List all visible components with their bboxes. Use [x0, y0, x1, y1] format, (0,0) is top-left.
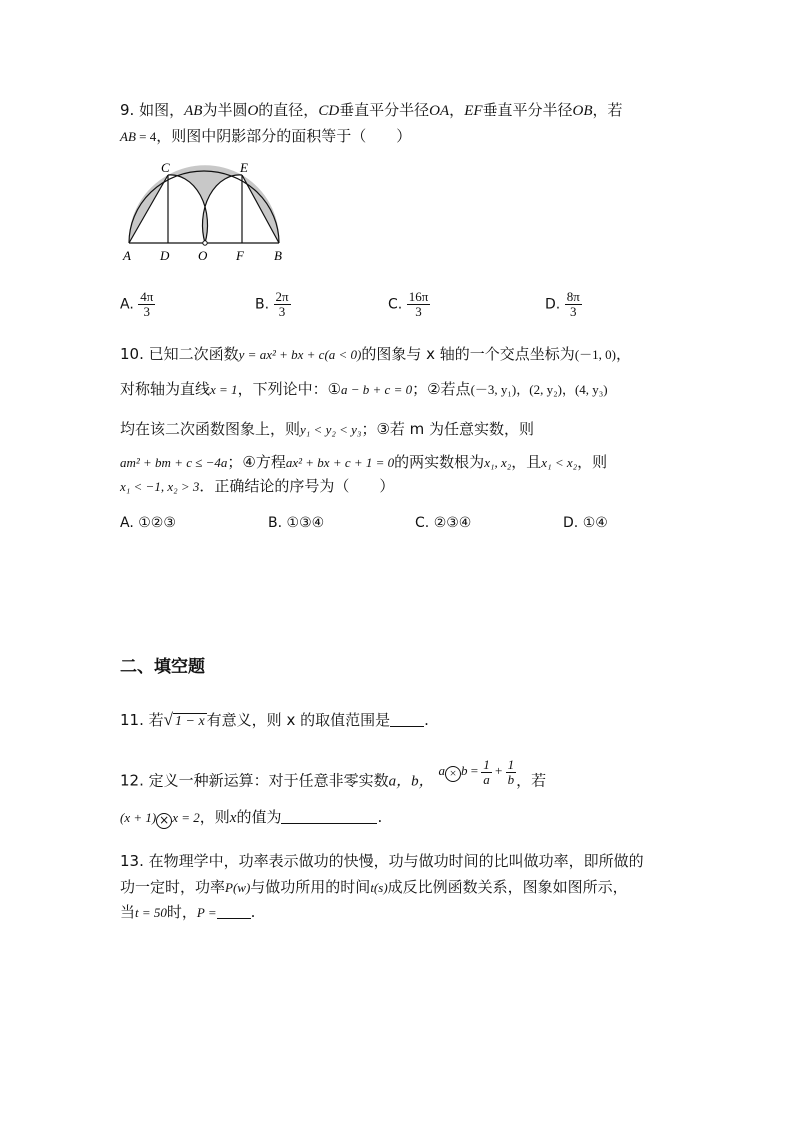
- q9-text: 垂直平分半径: [482, 101, 573, 119]
- q13-line1: [120, 850, 644, 871]
- option-text: ②③④: [433, 515, 472, 531]
- q10-text: 已知二次函数: [148, 345, 239, 363]
- label-e: E: [240, 160, 248, 175]
- q13-time: t(s): [370, 880, 388, 895]
- q10-text: ．正确结论的序号为（ ）: [199, 477, 395, 495]
- q10-roots: x₁, x₂: [484, 455, 512, 470]
- q12-text: 的值为: [236, 808, 282, 826]
- q11-text: 若: [148, 711, 164, 729]
- q13-number: 13.: [120, 852, 144, 870]
- q10-text: 的图象与 x 轴的一个交点坐标为: [361, 345, 575, 363]
- q12-text: ，则: [199, 808, 230, 826]
- q10-option-a[interactable]: [120, 515, 176, 531]
- option-fraction: $\frac{8\pi}{3}$: [566, 289, 580, 319]
- option-text: ①②③: [138, 515, 176, 531]
- q10-line4: [120, 451, 607, 472]
- q13-text: 在物理学中，功率表示做功的快慢，功与做功时间的比叫做功率，即所做的: [148, 852, 644, 870]
- q9-text: ，: [449, 101, 465, 119]
- option-text: ①④: [582, 515, 608, 531]
- option-letter: B.: [268, 515, 283, 531]
- q10-text: ，且: [511, 453, 542, 471]
- q10-option-b[interactable]: [268, 515, 324, 531]
- q12-definition: a × b = $\frac{1}{a}$ + $\frac{1}{b}$: [438, 757, 515, 787]
- q10-text: 均在该二次函数图象上，则: [120, 420, 301, 438]
- q9-var-oa: OA: [429, 103, 450, 119]
- q10-ineq: y₁ < y₂ < y₃: [300, 422, 362, 437]
- option-fraction: $\frac{16\pi}{3}$: [408, 289, 429, 319]
- q11-radicand: 1 − x: [175, 714, 205, 729]
- q9-text: 如图，: [139, 101, 185, 119]
- q10-text: ；④方程: [227, 453, 286, 471]
- otimes-icon: ×: [445, 766, 461, 782]
- answer-blank[interactable]: [281, 809, 377, 824]
- q9-var-cd: CD: [318, 103, 340, 119]
- q10-text: ；③若 m 为任意实数，则: [361, 420, 535, 438]
- section-title: 二、填空题: [120, 657, 205, 677]
- q12-line1: [120, 757, 547, 797]
- option-fraction: $\frac{4\pi}{3}$: [140, 289, 154, 319]
- q11-text: 有意义，则 x 的取值范围是: [206, 711, 391, 729]
- q9-number: 9.: [120, 101, 135, 119]
- q9-var-ab: AB: [184, 103, 203, 119]
- q10-ineq: am² + bm + c ≤ −4a: [120, 455, 228, 470]
- q9-text: ，则图中阴影部分的面积等于（ ）: [156, 127, 412, 145]
- q10-ineq: x₁ < x₂: [541, 455, 578, 470]
- chord-eb: [242, 175, 279, 243]
- otimes-icon: ×: [156, 813, 172, 829]
- q9-line1: [120, 99, 623, 120]
- q10-text: ，下列论中：①: [237, 380, 342, 398]
- q12-number: 12.: [120, 771, 144, 790]
- q10-line3: [120, 418, 534, 439]
- q13-line3: [120, 901, 255, 922]
- q13-power: P(w): [225, 880, 251, 895]
- q9-option-a[interactable]: [120, 290, 155, 319]
- option-letter: C.: [388, 296, 403, 313]
- q13-text: 时，: [166, 903, 197, 921]
- q11-line: [120, 709, 429, 730]
- sqrt-sign-icon: √: [163, 710, 173, 729]
- q12-text: ，若: [516, 771, 547, 790]
- option-letter: D.: [545, 296, 561, 313]
- q13-text: .: [250, 903, 256, 921]
- q13-text: 功一定时，功率: [120, 878, 226, 896]
- q10-text: ，则: [577, 453, 608, 471]
- label-d: D: [160, 248, 170, 263]
- q10-eq: ax² + bx + c + 1 = 0: [285, 455, 395, 470]
- option-letter: A.: [120, 515, 134, 531]
- answer-blank[interactable]: [217, 904, 251, 919]
- label-b: B: [274, 248, 282, 263]
- q13-text: 与做功所用的时间: [250, 878, 371, 896]
- answer-blank[interactable]: [390, 712, 424, 727]
- label-o: O: [198, 248, 208, 263]
- q10-point: (－1, 0): [574, 347, 616, 362]
- label-c: C: [161, 160, 170, 175]
- q13-text: 成反比例函数关系，图象如图所示，: [387, 878, 628, 896]
- q10-points: (－3, y₁)，(2, y₂)，(4, y₃): [470, 382, 608, 397]
- q9-var-ob: OB: [572, 103, 593, 119]
- q9-var-o: O: [247, 103, 259, 119]
- section-heading: [120, 652, 205, 677]
- q13-line2: [120, 876, 628, 897]
- q11-text: .: [424, 711, 429, 729]
- q9-text: 为半圆: [202, 101, 248, 119]
- q12-expr: x = 2: [172, 810, 200, 825]
- point-o: [203, 241, 207, 245]
- q9-text: 垂直平分半径: [339, 101, 430, 119]
- q10-text: ，: [615, 345, 631, 363]
- q10-option-c[interactable]: [415, 515, 471, 531]
- option-fraction: $\frac{2\pi}{3}$: [275, 289, 289, 319]
- q10-line5: [120, 475, 394, 496]
- q13-power-eq: P =: [196, 905, 217, 920]
- q10-func: y = ax² + bx + c(a < 0): [238, 347, 362, 362]
- label-f: F: [236, 248, 244, 263]
- q10-eq: a − b + c = 0: [341, 382, 413, 397]
- q9-option-b[interactable]: [255, 290, 291, 319]
- q10-text: 的两实数根为: [394, 453, 485, 471]
- q10-ineq: x₁ < −1, x₂ > 3: [120, 479, 200, 494]
- q12-text: 定义一种新运算：对于任意非零实数: [148, 771, 389, 790]
- chord-ac: [129, 175, 168, 243]
- label-a: A: [123, 248, 131, 263]
- option-letter: A.: [120, 296, 134, 313]
- q12-var: x: [229, 810, 237, 826]
- q9-option-c[interactable]: [388, 290, 430, 319]
- q10-line2: [120, 378, 608, 399]
- option-letter: C.: [415, 515, 430, 531]
- q13-text: 当: [120, 903, 136, 921]
- q9-var-ab: AB: [120, 129, 136, 144]
- option-letter: D.: [563, 515, 579, 531]
- q10-line1: [120, 343, 631, 364]
- option-text: ①③④: [286, 515, 325, 531]
- q9-var-ef: EF: [464, 103, 483, 119]
- q10-option-d[interactable]: [563, 515, 608, 531]
- q12-text: .: [377, 808, 383, 826]
- q9-option-d[interactable]: [545, 290, 582, 319]
- q12-expr: (x + 1): [120, 810, 157, 825]
- q10-number: 10.: [120, 345, 144, 363]
- q13-time-value: t = 50: [135, 905, 167, 920]
- q12-vars: a，b，: [388, 773, 434, 790]
- semicircle-figure: [115, 160, 295, 270]
- q10-text: 对称轴为直线: [120, 380, 211, 398]
- q9-text: ，若: [592, 101, 623, 119]
- q9-line2: [120, 125, 411, 146]
- q10-axis: x = 1: [210, 382, 238, 397]
- q9-text: 的直径，: [258, 101, 319, 119]
- shaded-region-middle: [168, 165, 242, 243]
- option-letter: B.: [255, 296, 270, 313]
- q9-eq: = 4: [135, 129, 157, 144]
- q10-text: ；②若点: [412, 380, 471, 398]
- q11-number: 11.: [120, 711, 144, 729]
- q12-line2: [120, 806, 382, 829]
